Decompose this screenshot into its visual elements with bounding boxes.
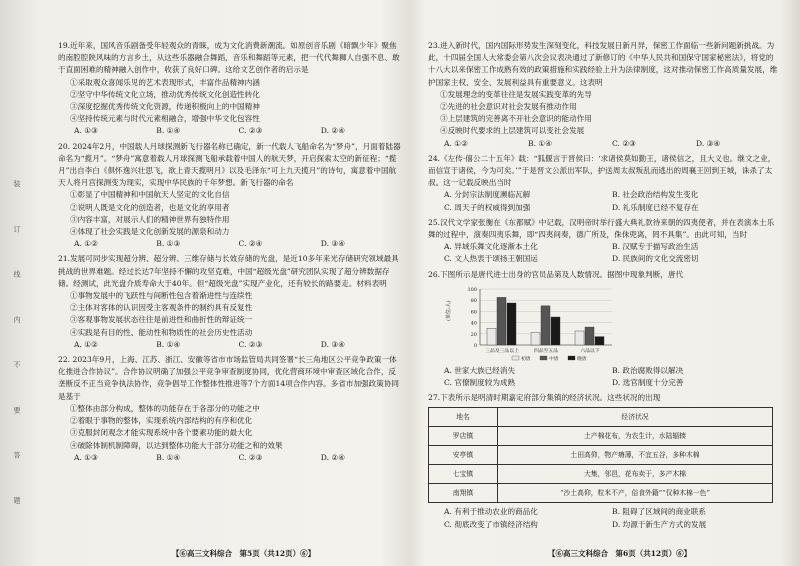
choice-a: A. ①② <box>74 339 98 349</box>
legend-label: 中唐 <box>549 356 559 362</box>
choice-d: D. 均源于新生产方式的发展 <box>612 519 707 529</box>
statement: ③深度挖掘优秀传统文化资源，传递积极向上的中国精神 <box>70 102 260 112</box>
choice-a: A. 世家大族已经消失 <box>444 365 516 375</box>
table-header-row <box>429 408 773 427</box>
legend-swatch <box>540 356 547 360</box>
statement: ③克服封闭观念才能实现系统中各个要素功能的最大化 <box>70 428 253 438</box>
y-tick-label: 100 <box>467 286 477 293</box>
legend-swatch <box>568 356 575 360</box>
statement: ③客观事物发展状态往往是前进性和曲折性的辩证统一 <box>70 315 253 325</box>
left-column <box>58 40 403 467</box>
choice-a: A. ①② <box>74 239 98 249</box>
choice-c: C. 彻底改变了市镇经济结构 <box>444 519 538 529</box>
answer-choices <box>58 339 403 351</box>
economy-desc: “沙土高仰，粒米不产，俗食外籍”“仅种木棉一色” <box>498 484 773 503</box>
question-25 <box>428 217 780 266</box>
bar <box>575 331 584 345</box>
question-stem: 22. 2023年9月，上海、江苏、浙江、安徽等省市市场监管局共同签署“长三角地区公平竞争政策一体化推进合作协议”。合作协议明确了加强公平竞争审查制度协同，优化营商环境中审查区域化合作，反垄断反不正当竞争执法协作，竞争倡导工作整体性推进等7个方面14项合作内容。多省市加强政策协同是基于 <box>58 355 400 401</box>
choice-d: D. ②④ <box>320 452 346 462</box>
choice-a: A. ①③ <box>74 452 98 462</box>
choice-b: B. ①④ <box>156 452 181 462</box>
x-tick-label: 四品至五品 <box>534 348 558 354</box>
statement: ②先进的社会意识对社会发展有推动作用 <box>440 102 577 112</box>
statement: ①发展理念的变革往往是发展实践变革的先导 <box>440 89 592 99</box>
y-tick-label: 20 <box>470 331 477 338</box>
question-26 <box>428 269 780 390</box>
statement: ②着眼于事物的整体，实现系统内部结构的有序和优化 <box>70 416 253 426</box>
page-footer-left: 【⑥高三文科综合 第5页（共12页）⑥】 <box>172 549 316 558</box>
question-stem: 26.下图所示是唐代进士出身的官员品第及人数情况。据图中现象判断，唐代 <box>428 269 684 279</box>
answer-choices <box>58 125 403 137</box>
choice-b: B. ①④ <box>156 126 181 136</box>
y-tick-label: 40 <box>470 320 477 327</box>
question-23 <box>428 40 780 150</box>
table-header: 地名 <box>429 408 498 427</box>
question-stem: 24.《左传·僖公二十五年》载：“狐偃言于晋侯曰：‘求诸侯莫如勤王，诸侯信之，且大义也。继文之业，而信宣于诸侯，今为可矣。’”于是晋文公派出军队，护送周太叔叛乱而逃出的周襄王回到王城，诛杀了太叔。这一记载反映出当时 <box>428 153 776 188</box>
y-tick-label: 80 <box>470 298 477 305</box>
legend-label: 晚唐 <box>577 356 587 362</box>
choice-c: C. ②③ <box>238 452 263 462</box>
bar <box>497 297 506 345</box>
choice-c: C. ②③ <box>238 339 263 349</box>
legend-label: 初唐 <box>521 356 531 362</box>
choice-c: C. ②④ <box>238 239 263 249</box>
question-27 <box>428 392 780 531</box>
page-footer-right: 【⑥高三文科综合 第6页（共12页）⑥】 <box>548 549 692 558</box>
table-header: 经济状况 <box>498 408 773 427</box>
choice-d: D. ③④ <box>320 339 346 349</box>
x-tick-label: 三品及三品以上 <box>485 348 519 354</box>
town-name: 罗店镇 <box>429 427 498 446</box>
choice-b: B. 汉赋专于描写政治生活 <box>612 242 699 252</box>
bar <box>551 317 560 345</box>
question-20 <box>58 141 403 251</box>
y-tick-label: 60 <box>470 309 477 316</box>
answer-choices <box>58 452 403 464</box>
choice-c: C. 文人热衷于颂扬王朝国运 <box>444 254 538 264</box>
statement: ④反映时代要求的上层建筑可以变社会发展 <box>440 126 585 136</box>
choice-a: A. ①② <box>444 138 468 148</box>
choice-b: B. ①④ <box>156 339 181 349</box>
choice-d: D. 民族间的文化交流密切 <box>612 254 699 264</box>
question-19 <box>58 40 403 138</box>
choice-b: B. 政治腐败得以解决 <box>612 365 684 375</box>
x-tick-label: 六品以下 <box>580 348 600 354</box>
answer-choices <box>428 241 780 265</box>
right-column <box>428 40 780 534</box>
choice-c: C. ②③ <box>612 138 636 148</box>
table-row <box>429 465 773 484</box>
answer-choices <box>58 238 403 250</box>
y-tick-label: 0 <box>473 342 477 349</box>
chart-svg <box>442 283 772 363</box>
choice-c: C. 官僚制度较为成熟 <box>444 378 516 388</box>
bar <box>487 328 496 345</box>
answer-choices <box>428 506 780 530</box>
bar-chart <box>442 283 772 363</box>
town-name: 七宝镇 <box>429 465 498 484</box>
statement: ④体现了社会实践是文化创新发展的源泉和动力 <box>70 227 230 237</box>
question-24 <box>428 153 780 214</box>
economy-desc: 土产棉花布，为农生计，水陆辐辏 <box>498 427 773 446</box>
bar <box>595 336 604 344</box>
answer-choices <box>428 138 780 150</box>
choice-d: D. ②④ <box>320 126 346 136</box>
bar <box>585 327 594 345</box>
question-stem: 19.近年来，国风音乐剧备受年轻观众的青睐，成为文化消费新潮流。如原创音乐剧《暗飘少年》聚焦的南腔腔陕风味的方言乡土，从这些乐器融合舞蹈，音乐和舞蹈等元素，把一代代舞狮人自强不息、敢于直面困难的精神融入创作中，收获了良好口碑。这给文艺创作者的启示是 <box>58 41 400 75</box>
question-21 <box>58 253 403 351</box>
bar <box>507 303 516 345</box>
question-22 <box>58 354 403 464</box>
choice-a: A. 有利于推动农业的商品化 <box>444 507 538 517</box>
statement: ②主体对客体的认识因受主客观条件的制约具有反复性 <box>70 303 253 313</box>
bar <box>541 306 550 345</box>
statement: ③上层建筑的完善离不开社会意识的能动作用 <box>440 114 592 124</box>
choice-a: A. ①③ <box>74 126 98 136</box>
bar <box>531 333 540 345</box>
question-stem: 25.汉代文学家张衡在《东都赋》中记载，汉明帝时举行盛大典礼款待来朝的四夷使者，并在表演本土乐舞的过程中，演奏四夷乐舞，即“四夷间奏，德广所及，侏佅兜离，罔不具集”。由此可知，当时 <box>428 217 775 240</box>
choice-c: C. ②③ <box>238 126 263 136</box>
binding-line-note: 装 订 线 内 不 要 答 题 <box>13 180 21 522</box>
answer-choices <box>428 365 780 389</box>
economy-desc: 大集，邻邑，花布卖于，多产木棉 <box>498 465 773 484</box>
statement: ①事物发展中的飞跃性与间断性包含着渐进性与连续性 <box>70 291 253 301</box>
choice-d: D. 选官制度十分完善 <box>612 378 684 388</box>
table-row <box>429 484 773 503</box>
choice-a: A. 异域乐舞文化逐渐本土化 <box>444 242 538 252</box>
statement: ④坚持传统元素与时代元素相融合，增强中华文化包容性 <box>70 114 260 124</box>
question-stem: 23.进入新时代，国内国际形势发生深刻变化，科技发展日新月异，保密工作面临一些新问题新挑战。为此，十四届全国人大常委会第八次会议表决通过了新修订的《中华人民共和国保守国家秘密法》，将党的十八大以来保密工作成熟有效的政策措施和实践经验上升为法律制度，这对推动保密工作高质量发展，维护国家主权、安全、发展利益具有重要意义。这表明 <box>428 41 778 87</box>
statement: ④破除体制机制障碍，以达到整体功能大于部分功能之和的效果 <box>70 440 283 450</box>
town-name: 南翔镇 <box>429 484 498 503</box>
choice-d: D. 礼乐制度已经不复存在 <box>612 202 699 212</box>
question-stem: 27.下表所示是明清时期嘉定府部分集镇的经济状况。这些状况的出现 <box>428 393 661 403</box>
economy-table <box>428 407 773 503</box>
statement: ①彰显了中国精神和中国航天人坚定的文化自信 <box>70 190 230 200</box>
statement: ①采取观众喜闻乐见的艺术表现形式，丰富作品精神内涵 <box>70 77 260 87</box>
choice-d: D. ③④ <box>696 138 721 148</box>
statement: ②坚守中华传统文化立场，推动优秀传统文化创造性转化 <box>70 89 260 99</box>
statement: ①整体由部分构成，整体的功能存在于各部分的功能之中 <box>70 403 260 413</box>
table-row <box>429 427 773 446</box>
town-name: 安亭镇 <box>429 446 498 465</box>
choice-b: B. 社会政治结构发生变化 <box>612 190 699 200</box>
question-stem: 21.发展可同步实现超分辨、超分辨、三维存储与长效存储的光盘，是近10多年来光存储研究领域最具挑战的世界难题。经过长达7年坚持不懈的攻坚克难，中国“超级光盘”研究团队实现了超分辨数据存储。经测试，此光盘介质寿命大于40年。但“超级光盘”实现产业化，还有较长的路要走。材料表明 <box>58 254 399 288</box>
answer-choices <box>428 189 780 213</box>
legend-swatch <box>512 356 519 360</box>
statement: ③内容丰富，对展示人们的精神世界有独特作用 <box>70 214 230 224</box>
table-row <box>429 446 773 465</box>
question-stem: 20. 2024年2月，中国载人月球探测新飞行器名称已确定，新一代载人飞船命名为“梦舟”，月面着陆器命名为“揽月”。“梦舟”寓意着载人月球探测飞船承载着中国人的航天梦，开启探索太空的新征程；“揽月”出自李白《俱怀逸兴壮思飞，欲上青天揽明月》以及毛泽东“可上九天揽月”的诗句，寓意着中国航天人将月宫探测变为现实，实现中华民族的千年梦想。新飞行器的命名 <box>58 141 401 188</box>
choice-a: A. 分封宗法制度濒临瓦解 <box>444 190 531 200</box>
choice-b: B. 阻碍了区域间的商业联系 <box>612 507 706 517</box>
choice-d: D. ③④ <box>320 239 346 249</box>
statement: ②说明人既是文化的创造者，也是文化的享用者 <box>70 202 230 212</box>
y-axis-label: (单位:人) <box>446 300 452 321</box>
economy-desc: 土田高仰，物产瘠薄，不宜五谷，多种木棉 <box>498 446 773 465</box>
choice-b: B. ①③ <box>156 239 181 249</box>
statement: ④实践是有目的性、能动性和物质性的社会历史性活动 <box>70 327 253 337</box>
choice-b: B. ①④ <box>528 138 553 148</box>
choice-c: C. 周天子的权威得到加强 <box>444 202 531 212</box>
